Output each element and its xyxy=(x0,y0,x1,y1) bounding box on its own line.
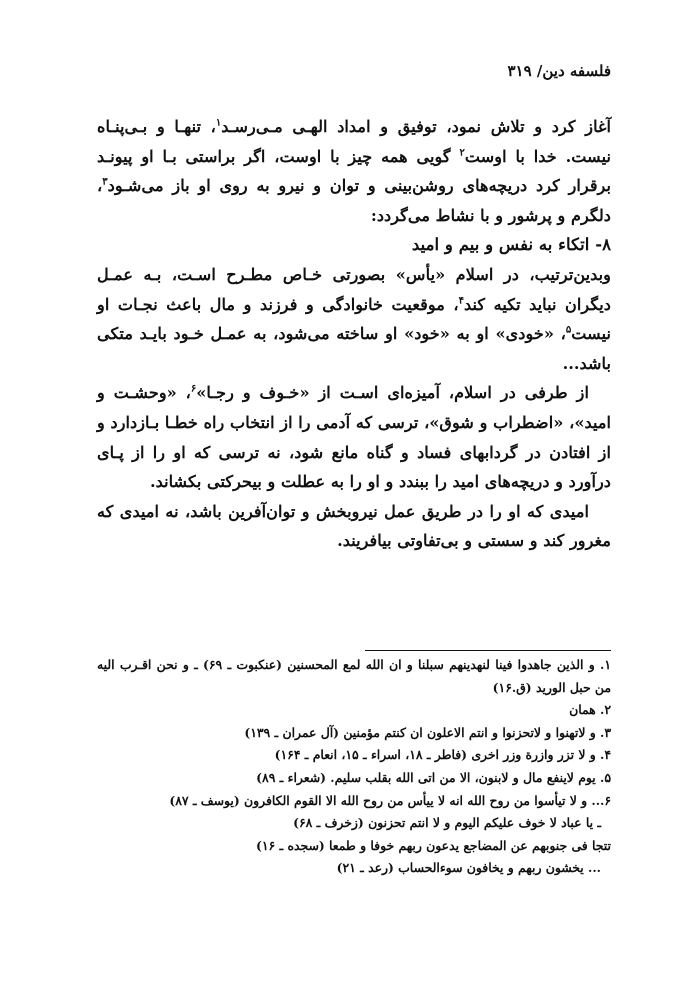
footnote-1: ۱. و الذين جاهدوا فينا لنهدينهم سبلنا و ان الله لمع المحسنين (عنکبوت ـ ۶۹) ـ و نحن اقـرب اليه من حبل الوريد (ق.۱۶) xyxy=(97,657,611,695)
paragraph-3-part-a: از طرفی در اسلام، آميزه‌ای اسـت از «خـوف و رجـا» xyxy=(196,383,589,403)
main-text xyxy=(97,112,611,556)
footnote-ref-1: ۱ xyxy=(215,117,222,129)
footnote-3: ۳. و لاتهنوا و لاتحزنوا و انتم الاعلون ان کنتم مؤمنين (آل عمران ـ ۱۳۹) xyxy=(244,724,611,740)
paragraph-4: اميدی که او را در طريق عمل نيروبخش و توان‌آفرين باشد، نه اميدی که مغرور کند و سستی و بی‌تفاوتی بيافريند. xyxy=(97,501,611,551)
running-header: فلسفه دين/ ۳۱۹ xyxy=(507,62,611,80)
footnote-6-line-4: ... يخشون ربهم و يخافون سوءالحساب (رعد ـ ۲۱) xyxy=(336,860,601,876)
paragraph-2 xyxy=(97,260,611,378)
paragraph-3-part-b: ، «وحشـت و اميد»، «اضطراب و شوق»، ترسی که آدمی را از انتخاب راه خطـا بـازدارد و از افتادن در گردابهای فساد و گناه مانع شود، نه ترسی که او را از پـای درآورد و دريچه‌های اميد را ببندد و او را به عطلت و بيحرکتی بکشاند. xyxy=(97,383,611,492)
paragraph-2-part-c: ، «خودی» او به «خود» او ساخته می‌شود، به عمـل خـود بايـد متکی باشد... xyxy=(97,324,611,373)
paragraph-1-part-b: ، تنهـا و بـی‌پنـاه نیست. خدا با اوست xyxy=(97,117,611,166)
footnote-6-line-3: تتجا فی جنوبهم عن المضاجع يدعون ربهم خوفا و طمعا (سجده ـ ۱۶) xyxy=(256,837,611,853)
footnote-ref-2: ۲ xyxy=(459,147,465,159)
footnote-divider xyxy=(365,650,611,651)
footnote-6-line-2: ـ يا عباد لا خوف عليکم اليوم و لا انتم تحزنون (زخرف ـ ۶۸) xyxy=(293,815,601,831)
paragraph-1-part-a: آغاز کرد و تلاش نمود، توفيق و امداد الهـی مـی‌رسـد xyxy=(221,117,612,136)
paragraph-3 xyxy=(97,378,611,496)
paragraph-2-part-b: ، موقعيت خانوادگی و فرزند و مال باعث نجـات او نيست xyxy=(97,294,611,344)
paragraph-1 xyxy=(97,112,611,230)
footnote-ref-4: ۴ xyxy=(458,295,465,307)
paragraph-1-part-c: گويی همه چيز با اوست، اگر براستی بـا او پيونـد برقرار کرد دريچه‌های روشن‌بينی و توان و نيرو به روی او باز می‌شـود xyxy=(97,146,611,196)
section-heading: ۸- اتکاء به نفس و بيم و اميد xyxy=(411,234,611,255)
footnote-6: ۶... و لا تيأسوا من روح الله انه لا ييأس من روح الله الا القوم الکافرون (يوسف ـ ۸۷) xyxy=(169,792,611,808)
paragraph-2-part-a: وبدين‌ترتيب، در اسلام «يأس» بصورتی خـاص مطـرح اسـت، بـه عمـل ديگران نبايد تکيه کند xyxy=(97,264,611,314)
footnote-2: ۲. همان xyxy=(569,702,611,718)
footnote-5: ۵. يوم لاينفع مال و لابنون، الا من اتی الله بقلب سليم. (شعراء ـ ۸۹) xyxy=(256,769,611,785)
footnote-ref-5: ۵ xyxy=(565,324,572,336)
footnote-ref-3: ۳ xyxy=(102,176,108,188)
footnote-4: ۴. و لا تزر وازرة وزر اخری (فاطر ـ ۱۸، اسراء ـ ۱۵، انعام ـ ۱۶۴) xyxy=(274,747,611,763)
footnotes xyxy=(97,654,611,880)
paragraph-1-part-d: ، دلگرم و پرشور و با نشاط می‌گردد: xyxy=(97,176,611,225)
footnote-ref-6: ۶ xyxy=(190,383,197,395)
